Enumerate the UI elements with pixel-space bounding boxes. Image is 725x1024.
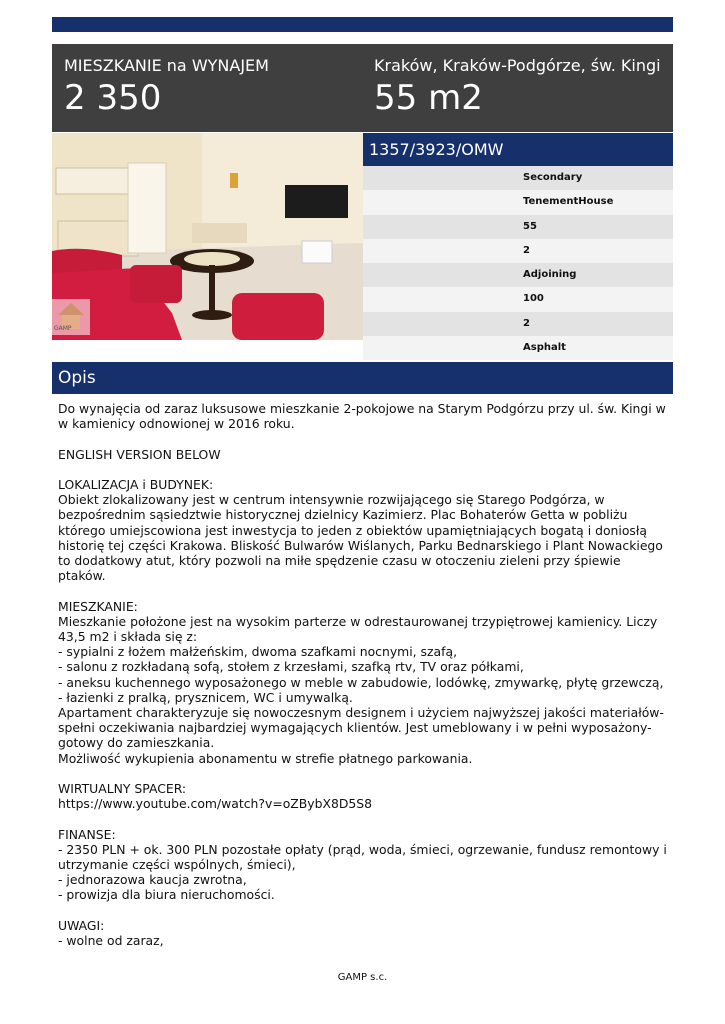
- offer-type: MIESZKANIE na WYNAJEM: [64, 56, 269, 75]
- param-row: Secondary: [363, 166, 673, 190]
- description-body: [58, 401, 670, 948]
- area: 55 m2: [374, 78, 483, 118]
- params-table: [363, 166, 673, 360]
- location: Kraków, Kraków-Podgórze, św. Kingi: [374, 56, 661, 75]
- param-row: 55: [363, 215, 673, 239]
- description-paragraph: WIRTUALNY SPACER: https://www.youtube.com/watch?v=oZBybX8D5S8: [58, 781, 373, 812]
- description-paragraph: MIESZKANIE: Mieszkanie położone jest na wysokim parterze w odrestaurowanej trzypiętrowej kamienicy. Liczy 43,5 m2 i składa się z: - sypialni z łożem małżeńskim, dwoma szafkami nocnymi, szafą, - salonu z rozkładaną sofą, stołem z krzesłami, szafką rtv, TV oraz półkami, - aneksu kuchennego wyposażonego w meble w zabudowie, lodówkę, zmywarkę, płytę grzewczą, - łazienki z pralką, prysznicem, WC i umywalką. Apartament charakteryzuje się nowoczesnym designem i użyciem najwyższej jakości materiałów- spełni oczekiwania najbardziej wymagających klientów. Jest umeblowany i w pełni wyposażony- gotowy do zamieszkania. Możliwość wykupienia abonamentu w strefie płatnego parkowania.: [58, 598, 664, 766]
- description-paragraph: Do wynajęcia od zaraz luksusowe mieszkanie 2-pokojowe na Starym Podgórzu przy ul. św. Kingi w w kamienicy odnowionej w 2016 roku.: [58, 401, 666, 432]
- param-row: Adjoining: [363, 263, 673, 287]
- price: 2 350: [64, 78, 162, 118]
- top-accent-bar: [52, 17, 673, 32]
- listing-reference: 1357/3923/OMW: [363, 133, 673, 166]
- photo-watermark: GAMP: [54, 325, 72, 332]
- listing-header: [52, 44, 673, 132]
- footer-company: GAMP s.c.: [337, 972, 388, 983]
- description-heading: Opis: [52, 362, 673, 394]
- apartment-photo: [52, 133, 363, 340]
- header-right: [374, 56, 661, 118]
- param-row: 2: [363, 239, 673, 263]
- description-paragraph: FINANSE: - 2350 PLN + ok. 300 PLN pozostałe opłaty (prąd, woda, śmieci, ogrzewanie, fundusz remontowy i utrzymanie części wspólnych, śmieci), - jednorazowa kaucja zwrotna, - prowizja dla biura nieruchomości.: [58, 826, 667, 903]
- description-paragraph: UWAGI: - wolne od zaraz,: [58, 917, 164, 949]
- param-row: 100: [363, 287, 673, 311]
- description-paragraph: LOKALIZACJA i BUDYNEK: Obiekt zlokalizowany jest w centrum intensywnie rozwijającego się Starego Podgórza, w bezpośrednim sąsiedztwie historycznej dzielnicy Kazimierz. Plac Bohaterów Getta w pobliżu którego umiejscowiona jest inwestycja to jeden z obiektów upamiętniających bogatą i doniosłą historię tej części Krakowa. Bliskość Bulwarów Wiślanych, Parku Bednarskiego i Plant Nowackiego to dodatkowy atut, który pozwoli na miłe spędzenie czasu w otoczeniu zieleni przy śpiewie ptaków.: [58, 476, 663, 584]
- param-row: 2: [363, 312, 673, 336]
- header-left: [64, 56, 269, 118]
- param-row: TenementHouse: [363, 190, 673, 214]
- param-row: Asphalt: [363, 336, 673, 360]
- apartment-photo-illustration: [52, 133, 363, 340]
- description-paragraph: ENGLISH VERSION BELOW: [58, 446, 221, 462]
